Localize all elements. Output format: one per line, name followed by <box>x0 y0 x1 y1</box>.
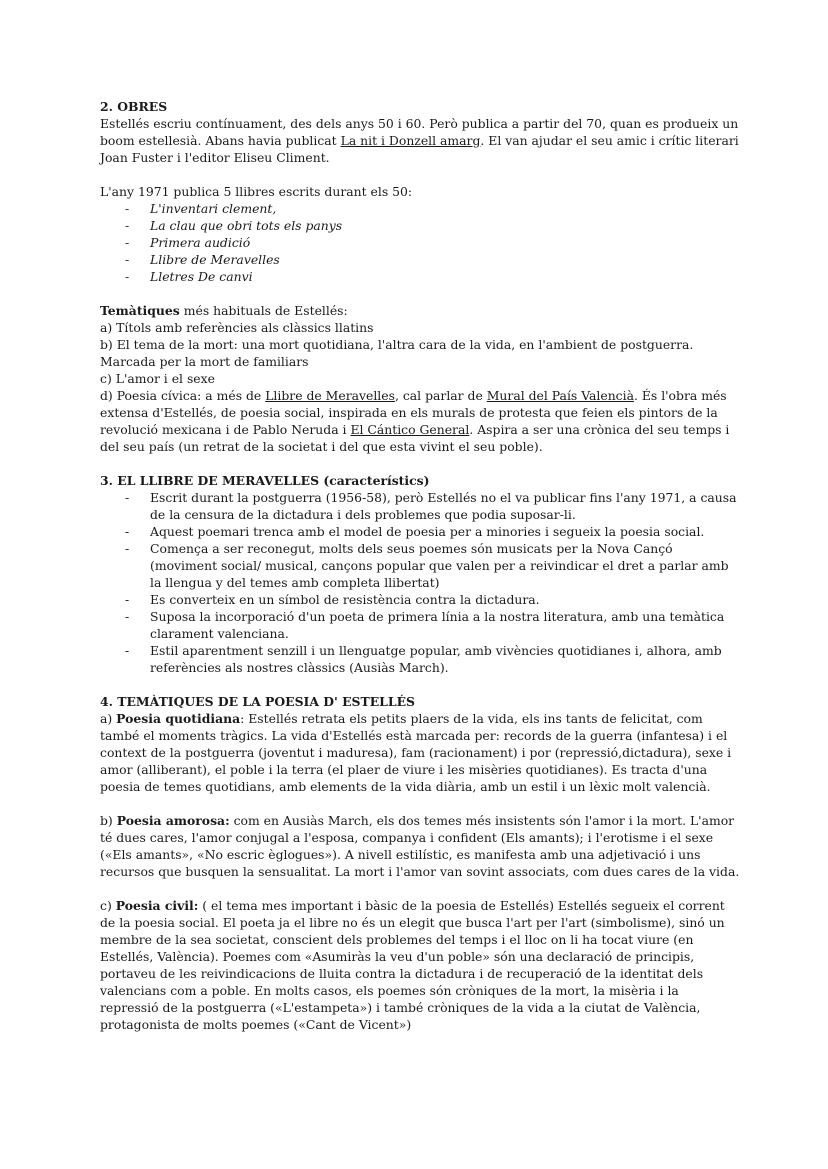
list-item: - Suposa la incorporació d'un poeta de primera línia a la nostra literatura, amb una temàtica clarament valenciana. <box>100 608 740 642</box>
intro-text-a: Estellés escriu contínuament, des dels anys 50 i 60. Però publica a partir del 70, quan es produeix un boom estellesià. Abans havia publicat <box>100 116 739 148</box>
list-item: - Aquest poemari trenca amb el model de poesia per a minories i segueix la poesia social. <box>100 523 740 540</box>
poesia-amorosa <box>100 812 740 880</box>
poesia-quotidiana-text: : Estellés retrata els petits plaers de la vida, els ins tants de felicitat, com també el moments tràgics. La vida d'Estellés està marcada per: records de la guerra (infantesa) i el context de la postguerra (joventut i maduresa), fam (racionament) i por (repressió,dictadura), sexe i amor (alliberant), el poble i la terra (el plaer de viure i les misèries quotidianes). Es tracta d'una poesia de temes quotidians, amb elements de la vida diària, amb un estil i un lèxic molt valencià. <box>100 711 732 794</box>
intro-text-b: . El van ajudar el seu amic i crític literari Joan Fuster i l'editor Eliseu Climent. <box>100 133 739 165</box>
tematica-d-text-2: , cal parlar de <box>394 388 487 403</box>
prefix-b: b) <box>100 813 117 828</box>
list-item: - Comença a ser reconegut, molts dels seus poemes són musicats per la Nova Cançó (moviment social/ musical, cançons popular que valen per a reivindicar el dret a parlar amb la llengua y del temes amb completa llibertat) <box>100 540 740 591</box>
section-2-intro <box>100 115 740 166</box>
books-intro: L'any 1971 publica 5 llibres escrits durant els 50: <box>100 184 413 199</box>
list-item: - Escrit durant la postguerra (1956-58), però Estellés no el va publicar fins l'any 1971, a causa de la censura de la dictadura i dels problemes que podia suposar-li. <box>100 489 740 523</box>
link-mural[interactable]: Mural del País Valencià <box>486 388 634 403</box>
link-cantico[interactable]: El Cántico General <box>350 422 470 437</box>
prefix-c: c) <box>100 898 116 913</box>
tematiques-heading <box>100 302 740 319</box>
section-3-title: 3. EL LLIBRE DE MERAVELLES (característics) <box>100 473 430 488</box>
tematica-d-text-4: . Aspira a ser una crònica del seu temps i del seu país (un retrat de la societat i del que esta vivint el seu poble). <box>100 422 730 454</box>
link-llibre-meravelles[interactable]: Llibre de Meravelles <box>265 388 395 403</box>
poesia-civil-text: ( el tema mes important i bàsic de la poesia de Estellés) Estellés segueix el corrent de la poesia social. El poeta ja el libre no és un elegit que busca l'art per l'art (simbolisme), sinó un membre de la sea societat, conscient dels problemes del temps i el lloc on li ha tocat viure (en Estellés, València). Poemes com «Asumiràs la veu d'un poble» són una declaració de principis, portaveu de les reivindicacions de lluita contra la dictadura i de recuperació de la identitat dels valencians com a poble. En molts casos, els poemes són cròniques de la mort, la misèria i la repressió de la postguerra («L'estampeta») i també cròniques de la vida a la ciutat de València, protagonista de molts poemes («Cant de Vicent») <box>100 898 725 1032</box>
tematica-d <box>100 387 740 455</box>
characteristics-list <box>100 489 740 676</box>
tematiques-bold: Temàtiques <box>100 303 180 318</box>
list-item: - Estil aparentment senzill i un llenguatge popular, amb vivències quotidianes i, alhora, amb referències als nostres clàssics (Ausiàs March). <box>100 642 740 676</box>
list-item: - Es converteix en un símbol de resistència contra la dictadura. <box>100 591 740 608</box>
tematiques-rest: més habituals de Estellés: <box>179 303 348 318</box>
list-item: - Primera audició <box>100 234 740 251</box>
poesia-amorosa-label: Poesia amorosa: <box>116 813 230 828</box>
tematica-a: a) Títols amb referències als clàssics llatins <box>100 320 374 335</box>
document-page <box>100 98 740 1033</box>
books-list <box>100 200 740 285</box>
tematica-d-text-1: d) Poesia cívica: a més de <box>100 388 266 403</box>
poesia-quotidiana-label: Poesia quotidiana <box>116 711 241 726</box>
link-la-nit[interactable]: La nit i Donzell amarg <box>340 133 481 148</box>
tematica-d-text-3: . És l'obra més extensa d'Estellés, de poesia social, inspirada en els murals de protesta que feien els pintors de la revolució mexicana i de Pablo Neruda i <box>100 388 727 437</box>
tematica-b: b) El tema de la mort: una mort quotidiana, l'altra cara de la vida, en l'ambient de postguerra. Marcada per la mort de familiars <box>100 337 694 369</box>
list-item: - L'inventari clement, <box>100 200 740 217</box>
section-4-title: 4. TEMÀTIQUES DE LA POESIA D' ESTELLÉS <box>100 694 415 709</box>
section-2-title: 2. OBRES <box>100 99 168 114</box>
poesia-amorosa-text: com en Ausiàs March, els dos temes més insistents són l'amor i la mort. L'amor té dues cares, l'amor conjugal a l'esposa, companya i confident (Els amants); i l'erotisme i el sexe («Els amants», «No escric èglogues»). A nivell estilístic, es manifesta amb una adjetivació i uns recursos que busquen la sensualitat. La mort i l'amor van sovint associats, com dues cares de la vida. <box>100 813 740 879</box>
poesia-civil-label: Poesia civil: <box>115 898 199 913</box>
poesia-quotidiana <box>100 710 740 795</box>
list-item: - La clau que obri tots els panys <box>100 217 740 234</box>
poesia-civil <box>100 897 740 1033</box>
list-item: - Lletres De canvi <box>100 268 740 285</box>
tematica-c: c) L'amor i el sexe <box>100 371 215 386</box>
prefix-a: a) <box>100 711 117 726</box>
list-item: - Llibre de Meravelles <box>100 251 740 268</box>
